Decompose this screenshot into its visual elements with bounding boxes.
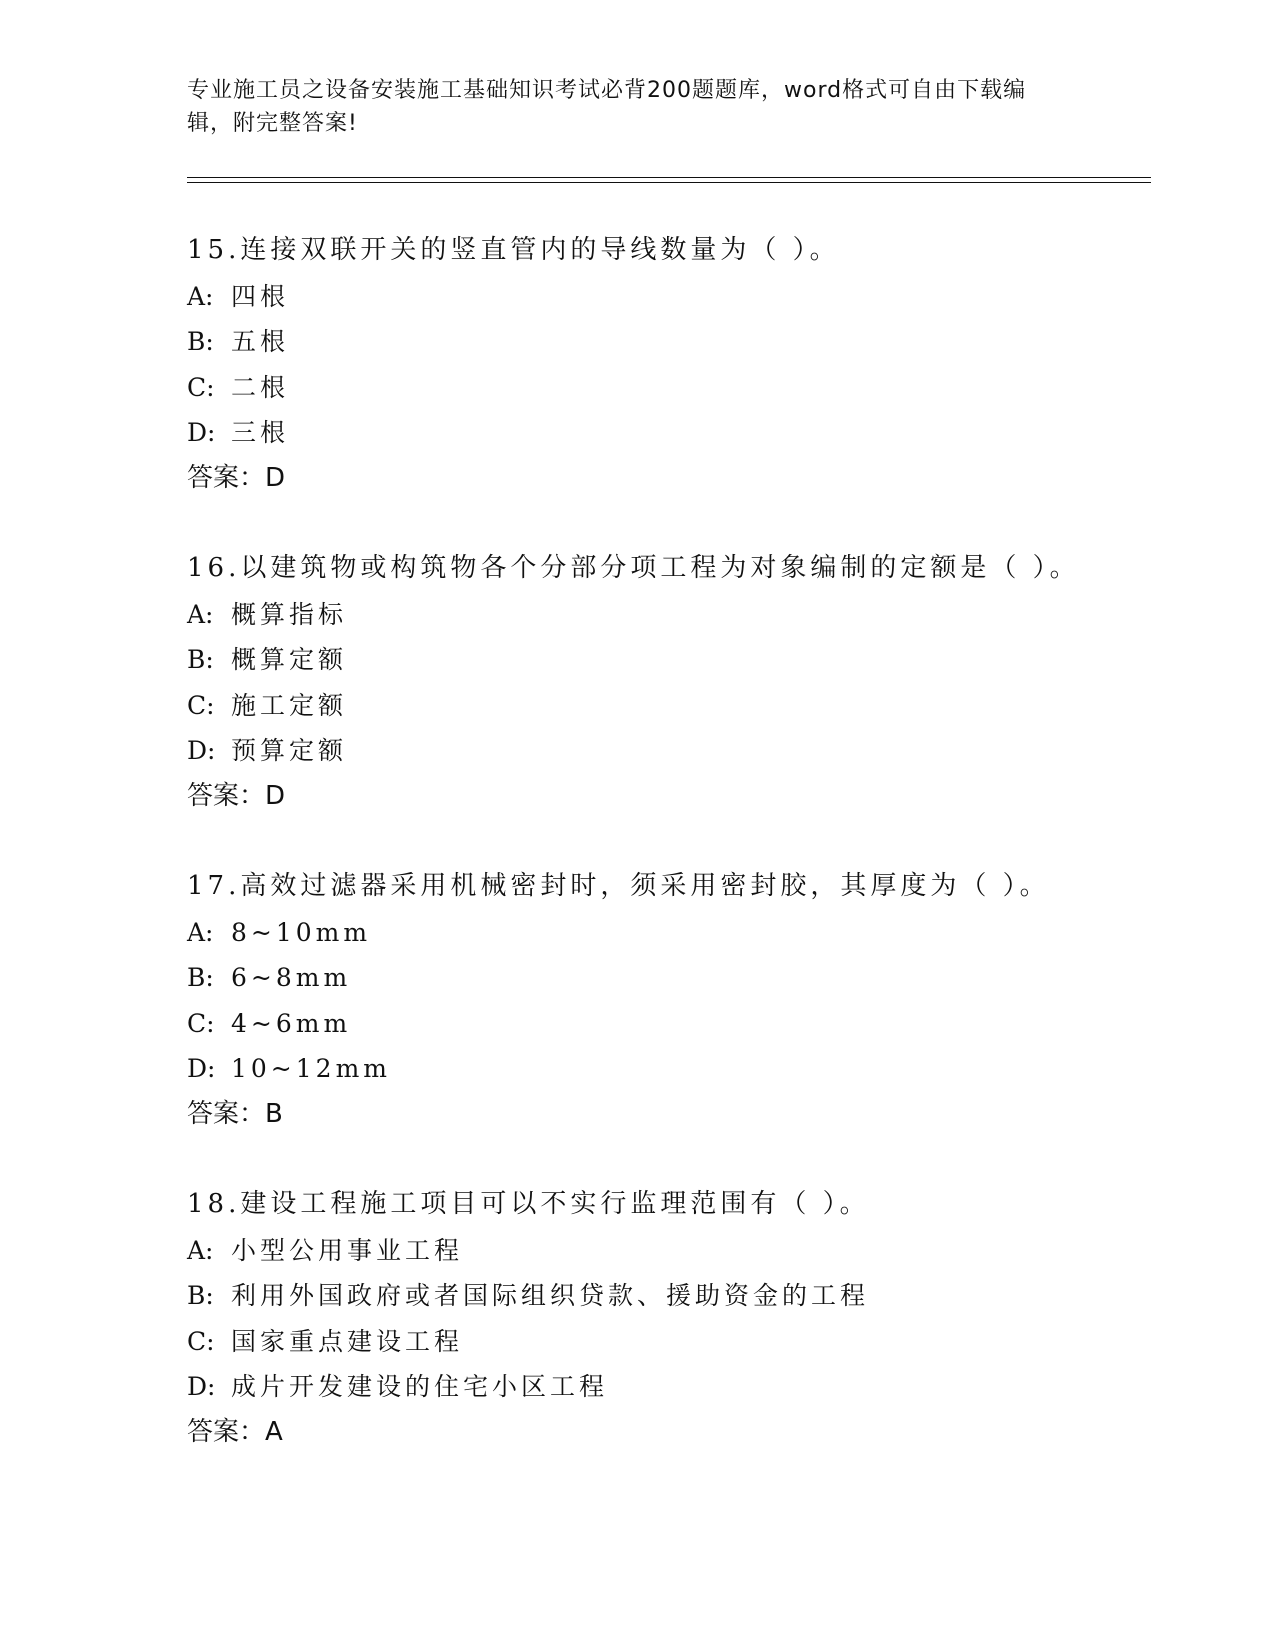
question-17 [187, 864, 1167, 1137]
option-a [187, 274, 1167, 320]
option-text: 8~10mm [231, 917, 372, 947]
option-text: 小型公用事业工程 [231, 1235, 464, 1265]
question-16 [187, 546, 1167, 819]
option-letter: C: [187, 1326, 215, 1356]
option-text: 10~12mm [231, 1054, 391, 1083]
option-c [187, 683, 1167, 729]
option-text: 利用外国政府或者国际组织贷款、援助资金的工程 [231, 1281, 870, 1310]
option-text: 预算定额 [231, 736, 348, 765]
option-a [187, 910, 1167, 956]
option-letter: B: [187, 963, 214, 992]
option-b [187, 637, 1167, 683]
answer-line: 答案：D [187, 462, 286, 493]
question-15 [187, 228, 1167, 501]
option-b [187, 1273, 1167, 1319]
answer-line: 答案：D [187, 780, 286, 811]
option-letter: C: [187, 1008, 215, 1038]
option-text: 概算定额 [231, 645, 348, 674]
option-d [187, 1046, 1167, 1092]
option-letter: A: [187, 281, 214, 311]
option-text: 五根 [231, 327, 290, 356]
option-letter: A: [187, 599, 214, 629]
header-divider-bottom [187, 182, 1151, 183]
option-d [187, 728, 1167, 774]
option-text: 二根 [231, 372, 290, 402]
option-text: 四根 [231, 281, 290, 311]
option-letter: D: [187, 1054, 216, 1083]
option-text: 施工定额 [231, 690, 348, 720]
answer-line: 答案：A [187, 1416, 283, 1447]
option-c [187, 365, 1167, 411]
document-header [187, 74, 1067, 140]
option-text: 6~8mm [231, 963, 352, 992]
option-text: 概算指标 [231, 599, 348, 629]
question-stem: 15.连接双联开关的竖直管内的导线数量为（ ）。 [187, 235, 840, 265]
document-title: 专业施工员之设备安装施工基础知识考试必背200题题库，word格式可自由下载编辑，附完整答案! [187, 78, 1027, 136]
option-text: 4~6mm [231, 1008, 352, 1038]
option-d [187, 410, 1167, 456]
option-letter: C: [187, 690, 215, 720]
option-letter: C: [187, 372, 215, 402]
option-d [187, 1364, 1167, 1410]
option-a [187, 592, 1167, 638]
option-letter: A: [187, 917, 214, 947]
option-letter: B: [187, 1281, 214, 1310]
option-c [187, 1319, 1167, 1365]
option-b [187, 955, 1167, 1001]
option-letter: D: [187, 418, 216, 447]
option-letter: B: [187, 645, 214, 674]
option-a [187, 1228, 1167, 1274]
option-text: 成片开发建设的住宅小区工程 [231, 1372, 609, 1401]
option-letter: A: [187, 1235, 214, 1265]
question-stem: 16.以建筑物或构筑物各个分部分项工程为对象编制的定额是（ ）。 [187, 553, 1080, 583]
option-text: 国家重点建设工程 [231, 1326, 464, 1356]
option-b [187, 319, 1167, 365]
option-letter: D: [187, 1372, 216, 1401]
question-stem: 17.高效过滤器采用机械密封时，须采用密封胶，其厚度为（ ）。 [187, 871, 1050, 901]
question-18 [187, 1182, 1167, 1455]
option-c [187, 1001, 1167, 1047]
option-letter: B: [187, 327, 214, 356]
answer-line: 答案：B [187, 1098, 283, 1129]
option-letter: D: [187, 736, 216, 765]
header-divider-top [187, 177, 1151, 178]
question-stem: 18.建设工程施工项目可以不实行监理范围有（ ）。 [187, 1189, 870, 1219]
option-text: 三根 [231, 418, 290, 447]
